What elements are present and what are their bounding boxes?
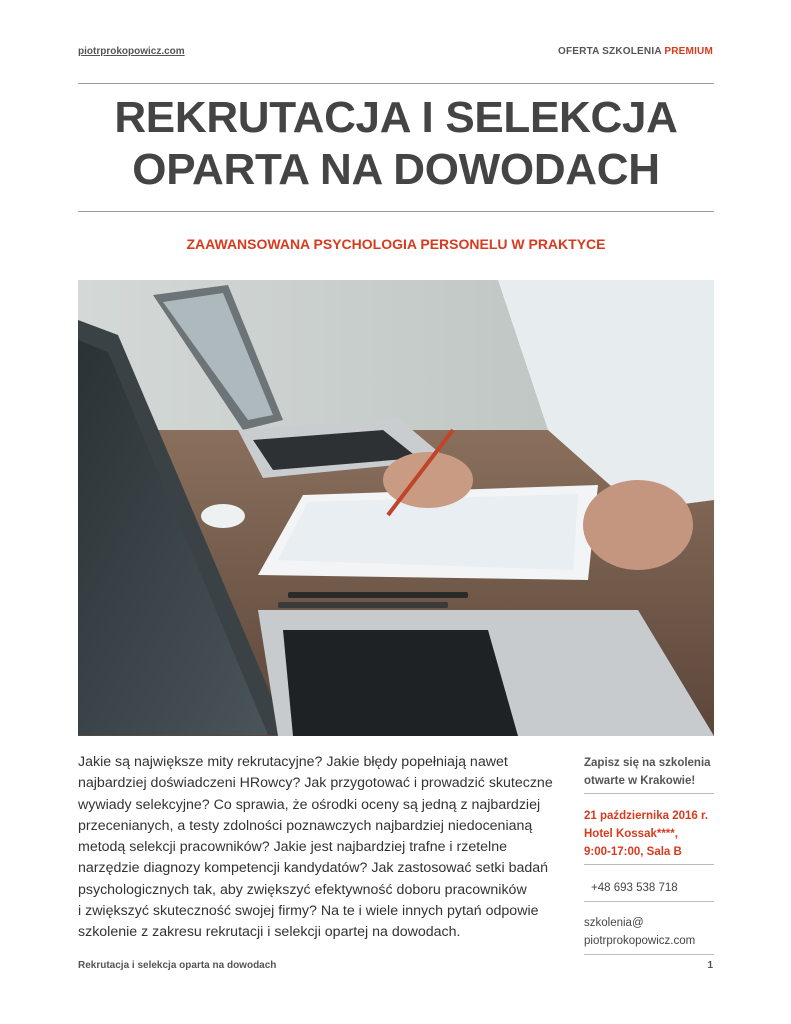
signup-callout: [584, 754, 714, 790]
email-line-1: szkolenia@: [584, 917, 644, 929]
phone-number[interactable]: +48 693 538 718: [591, 882, 678, 894]
page-title: [78, 92, 714, 196]
aside-divider: [584, 793, 714, 794]
email-link[interactable]: [584, 914, 714, 950]
header-divider: [78, 83, 714, 84]
intro-line: narzędzie diagnozy kompetencji kandydatów? Jak zastosować setki badań: [78, 860, 549, 877]
event-details: [584, 807, 714, 861]
intro-line: metodą selekcji pracowników? Jakie jest najbardziej trafne i rzetelne: [78, 839, 507, 856]
intro-paragraph: [78, 752, 558, 944]
hero-photo-illustration: [78, 280, 714, 736]
event-venue: Hotel Kossak****,: [584, 828, 678, 840]
title-line-2: OPARTA NA DOWODACH: [132, 145, 660, 194]
event-date: 21 października 2016 r.: [584, 810, 709, 822]
page-number: 1: [707, 960, 713, 971]
offer-label-text: OFERTA SZKOLENIA: [558, 46, 662, 57]
intro-line: psychologicznych tak, aby zwiększyć efektywność doboru pracowników: [78, 881, 527, 898]
intro-line: najbardziej doświadczeni HRowcy? Jak przygotować i prowadzić skuteczne: [78, 775, 553, 792]
intro-line: przecenianych, a testy zdolności poznawczych najbardziej niedocenianą: [78, 817, 533, 834]
aside-divider: [584, 901, 714, 902]
premium-badge: PREMIUM: [664, 46, 713, 57]
signup-line-2: otwarte w Krakowie!: [584, 775, 696, 787]
intro-line: wywiady selekcyjne? Co sprawia, że ośrodki oceny są jedną z najbardziej: [78, 796, 541, 813]
hero-photo: [78, 280, 714, 736]
intro-line: szkolenie z zakresu rekrutacji i selekcji opartej na dowodach.: [78, 924, 461, 941]
footer-divider: [584, 954, 714, 955]
title-divider: [78, 211, 714, 212]
signup-line-1: Zapisz się na szkolenia: [584, 757, 711, 769]
offer-label: [558, 46, 713, 57]
aside-divider: [584, 864, 714, 865]
event-time: 9:00-17:00, Sala B: [584, 846, 682, 858]
subtitle: ZAAWANSOWANA PSYCHOLOGIA PERSONELU W PRAKTYCE: [186, 236, 606, 252]
intro-line: i zwiększyć skuteczność swojej firmy? Na te i wiele innych pytań odpowie: [78, 903, 539, 920]
title-line-1: REKRUTACJA I SELEKCJA: [114, 93, 678, 142]
email-line-2: piotrprokopowicz.com: [584, 935, 696, 947]
intro-line: Jakie są największe mity rekrutacyjne? Jakie błędy popełniają nawet: [78, 754, 508, 770]
footer-title: Rekrutacja i selekcja oparta na dowodach: [78, 960, 277, 971]
site-link[interactable]: piotrprokopowicz.com: [78, 46, 185, 57]
